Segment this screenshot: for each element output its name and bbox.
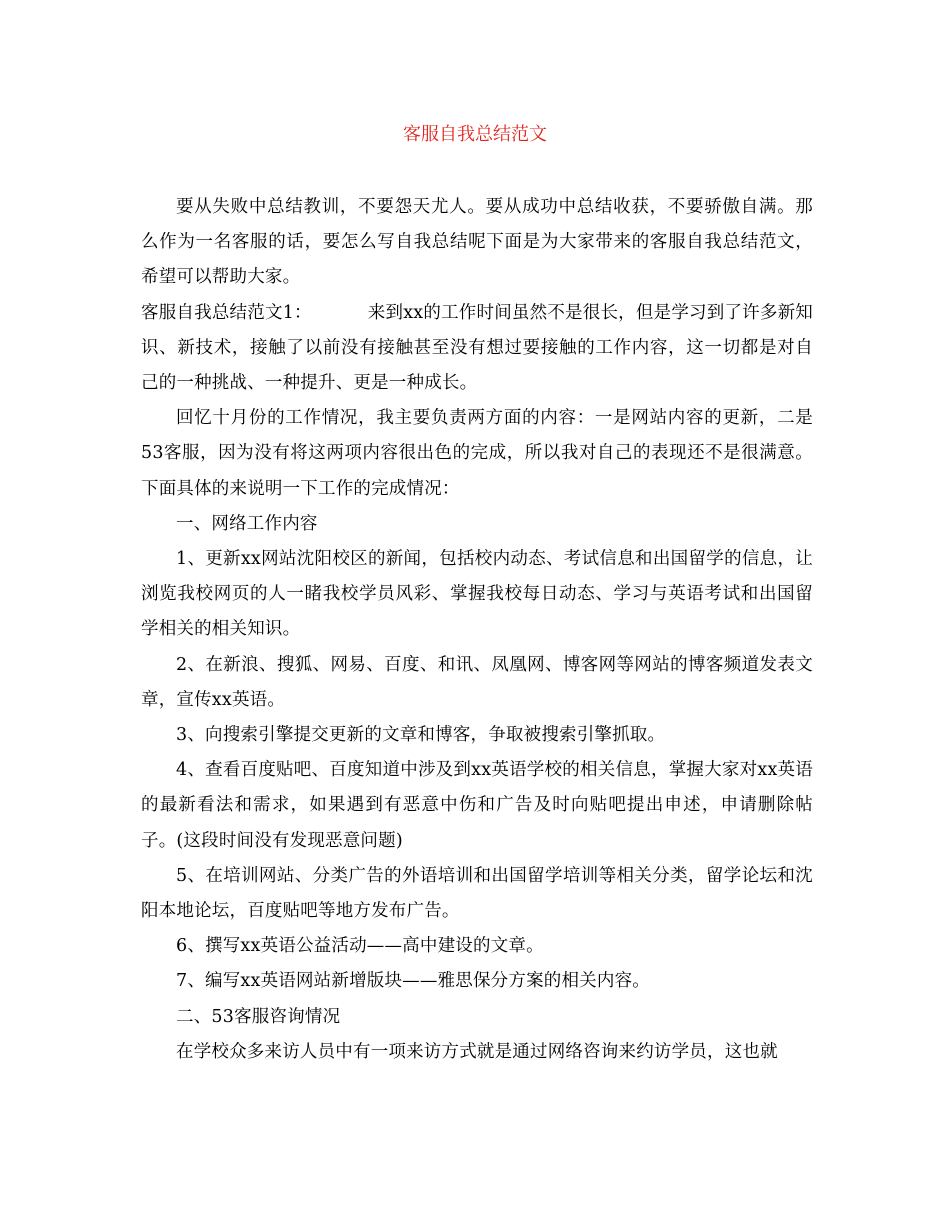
item-5-paragraph: 5、在培训网站、分类广告的外语培训和出国留学培训等相关分类，留学论坛和沈阳本地论坛，百度贴吧等地方发布广告。 <box>141 865 813 922</box>
section-heading-network-work: 一、网络工作内容 <box>176 513 318 534</box>
item-1-paragraph: 1、更新xx网站沈阳校区的新闻，包括校内动态、考试信息和出国留学的信息，让浏览我校网页的人一睹我校学员风彩、掌握我校每日动态、学习与英语考试和出国留学相关的相关知识。 <box>141 549 813 640</box>
item-6-paragraph: 6、撰写xx英语公益活动——高中建设的文章。 <box>176 936 544 957</box>
section-heading-53-service: 二、53客服咨询情况 <box>176 1006 341 1027</box>
october-work-paragraph: 回忆十月份的工作情况，我主要负责两方面的内容：一是网站内容的更新，二是53客服，因为没有将这两项内容很出色的完成，所以我对自己的表现还不是很满意。下面具体的来说明一下工作的完成情况： <box>141 408 813 499</box>
item-2-paragraph: 2、在新浪、搜狐、网易、百度、和讯、凤凰网、博客网等网站的博客频道发表文章，宣传xx英语。 <box>141 654 813 710</box>
sample-paragraph <box>141 296 813 402</box>
intro-paragraph: 要从失败中总结教训，不要怨天尤人。要从成功中总结收获，不要骄傲自满。那么作为一名客服的话，要怎么写自我总结呢下面是为大家带来的客服自我总结范文，希望可以帮助大家。 <box>141 197 813 288</box>
document-body <box>141 190 813 1070</box>
item-7-paragraph: 7、编写xx英语网站新增版块——雅思保分方案的相关内容。 <box>176 971 650 992</box>
sample-text: 来到xx的工作时间虽然不是很长，但是学习到了许多新知识、新技术，接触了以前没有接触甚至没有想过要接触的工作内容，这一切都是对自己的一种挑战、一种提升、更是一种成长。 <box>141 302 814 394</box>
consultation-paragraph: 在学校众多来访人员中有一项来访方式就是通过网络咨询来约访学员，这也就 <box>176 1041 778 1062</box>
document-title: 客服自我总结范文 <box>403 124 547 145</box>
item-3-paragraph: 3、向搜索引擎提交更新的文章和博客，争取被搜索引擎抓取。 <box>176 725 666 746</box>
item-4-paragraph: 4、查看百度贴吧、百度知道中涉及到xx英语学校的相关信息，掌握大家对xx英语的最新看法和需求，如果遇到有恶意中伤和广告及时向贴吧提出申述，申请删除帖子。(这段时间没有发现恶意问题) <box>141 760 813 851</box>
sample-label: 客服自我总结范文1： <box>141 302 312 323</box>
